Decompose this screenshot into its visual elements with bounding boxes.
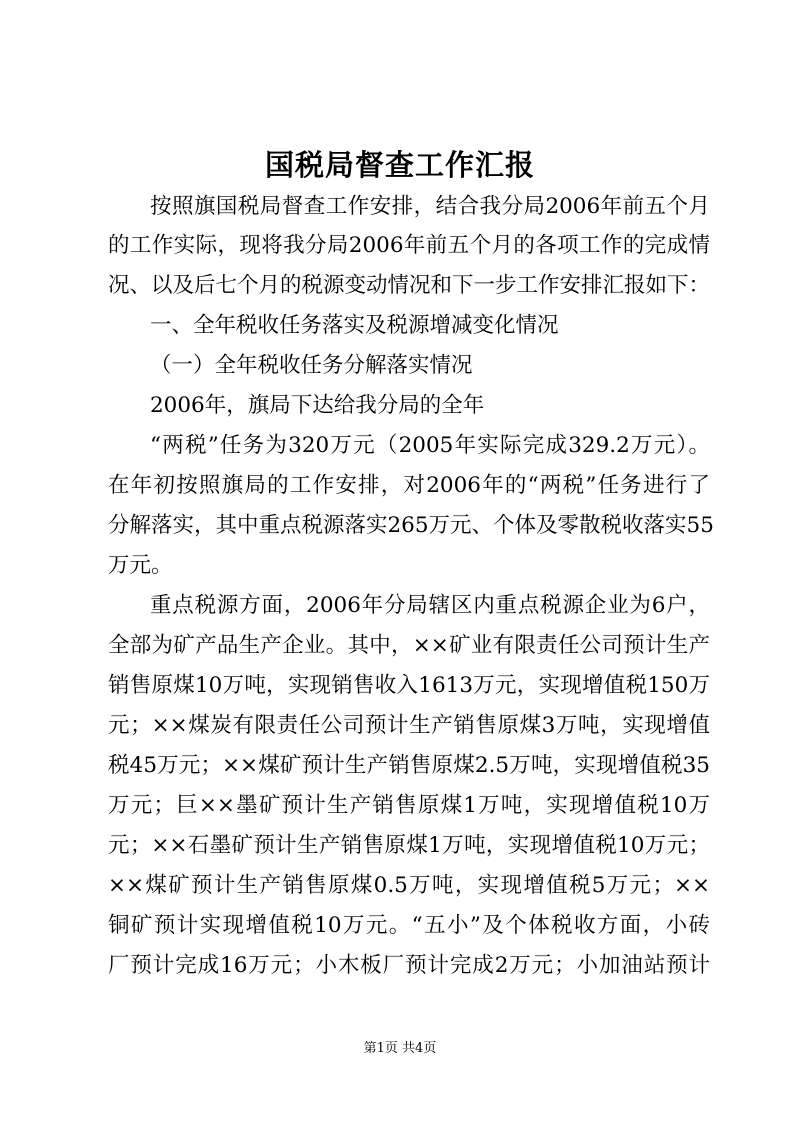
paragraph-line: 税45万元；××煤矿预计生产销售原煤2.5万吨，实现增值税35 <box>108 753 710 778</box>
section-heading: 一、全年税收任务落实及税源增减变化情况 <box>150 313 559 338</box>
paragraph-line: 元；××煤炭有限责任公司预计生产销售原煤3万吨，实现增值 <box>108 713 710 738</box>
paragraph-line: 况、以及后七个月的税源变动情况和下一步工作安排汇报如下： <box>108 273 711 298</box>
paragraph-line: 万元。 <box>108 553 173 578</box>
page-footer: 第1页 共4页 <box>363 1041 437 1056</box>
paragraph-line: 2006年，旗局下达给我分局的全年 <box>150 393 485 418</box>
document-title: 国税局督查工作汇报 <box>264 148 535 182</box>
paragraph-line: 重点税源方面，2006年分局辖区内重点税源企业为6户， <box>150 593 710 618</box>
paragraph-line: 在年初按照旗局的工作安排，对2006年的“两税”任务进行了 <box>108 473 710 498</box>
paragraph-line: 元；××石墨矿预计生产销售原煤1万吨，实现增值税10万元； <box>108 833 710 858</box>
paragraph-line: 分解落实，其中重点税源落实265万元、个体及零散税收落实55 <box>108 513 714 538</box>
paragraph-line: ××煤矿预计生产销售原煤0.5万吨，实现增值税5万元；×× <box>108 873 710 898</box>
paragraph-line: 铜矿预计实现增值税10万元。“五小”及个体税收方面，小砖 <box>108 913 710 938</box>
paragraph-line: 万元；巨××墨矿预计生产销售原煤1万吨，实现增值税10万 <box>108 793 710 818</box>
paragraph-line: “两税”任务为320万元（2005年实际完成329.2万元）。 <box>150 433 710 458</box>
paragraph-line: 销售原煤10万吨，实现销售收入1613万元，实现增值税150万 <box>108 673 710 698</box>
paragraph-line: 按照旗国税局督查工作安排，结合我分局2006年前五个月 <box>150 194 710 219</box>
subsection-heading: （一）全年税收任务分解落实情况 <box>150 353 473 378</box>
paragraph-line: 厂预计完成16万元；小木板厂预计完成2万元；小加油站预计 <box>108 953 710 978</box>
paragraph-line: 全部为矿产品生产企业。其中，××矿业有限责任公司预计生产 <box>108 633 710 658</box>
paragraph-line: 的工作实际，现将我分局2006年前五个月的各项工作的完成情 <box>108 233 710 258</box>
